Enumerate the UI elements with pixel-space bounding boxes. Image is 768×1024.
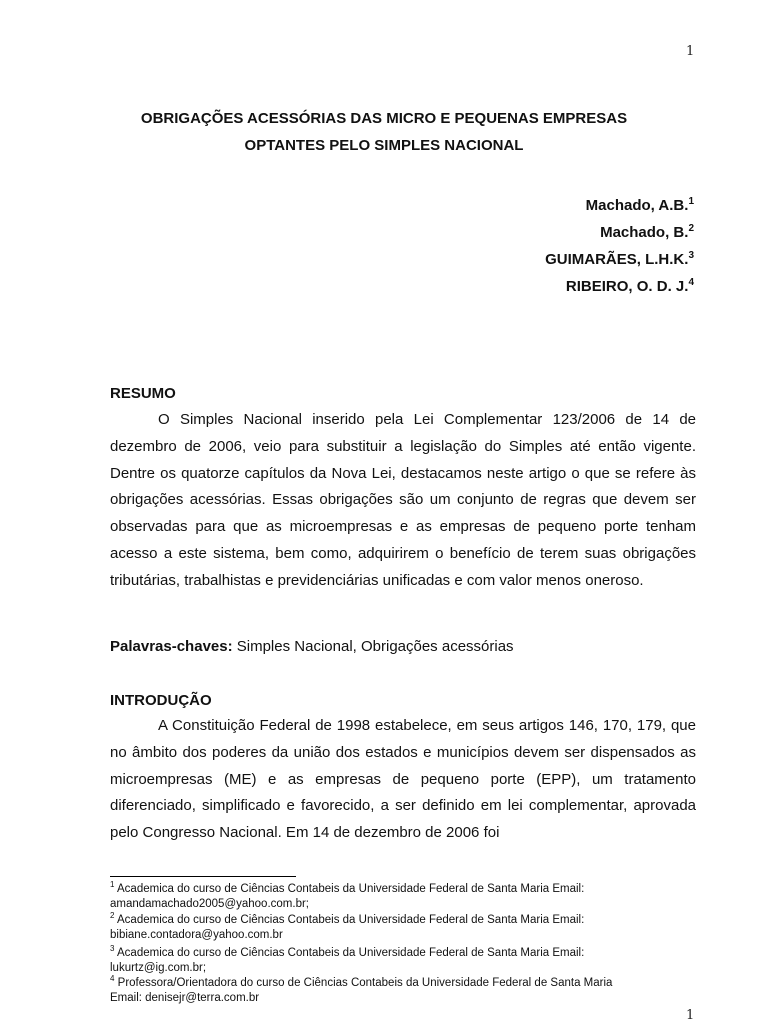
footnote-mark: 3 [688, 250, 694, 261]
title-line-2: OPTANTES PELO SIMPLES NACIONAL [244, 137, 524, 154]
footnote-mark: 1 [688, 196, 694, 207]
introducao-heading: INTRODUÇÃO [110, 692, 212, 709]
footnote-2 [110, 913, 696, 944]
footnote-text: Professora/Orientadora do curso de Ciências Contabeis da Universidade Federal de Santa Maria [114, 977, 613, 989]
page-number-top: 1 [686, 44, 695, 59]
footnote-3 [110, 946, 696, 977]
resumo-heading: RESUMO [110, 385, 176, 402]
footnote-email: amandamachado2005@yahoo.com.br; [110, 898, 309, 911]
author-name: Machado, B. [600, 224, 689, 241]
footnote-1 [110, 882, 696, 913]
footnote-email: lukurtz@ig.com.br; [110, 962, 207, 975]
resumo-paragraph [110, 407, 696, 595]
author-4 [566, 278, 694, 295]
footnote-text: Academica do curso de Ciências Contabeis da Universidade Federal de Santa Maria Email: [114, 947, 585, 959]
footnote-text: Academica do curso de Ciências Contabeis da Universidade Federal de Santa Maria Email: [114, 883, 585, 895]
page-number-bottom: 1 [686, 1008, 695, 1023]
author-name: RIBEIRO, O. D. J. [565, 278, 689, 295]
author-1 [586, 197, 694, 214]
footnote-email: bibiane.contadora@yahoo.com.br [110, 929, 283, 942]
footnote-mark: 4 [110, 974, 115, 984]
footnote-text: Academica do curso de Ciências Contabeis da Universidade Federal de Santa Maria Email: [114, 914, 585, 926]
keywords-label: Palavras-chaves: [110, 638, 233, 655]
footnote-mark: 4 [688, 277, 694, 288]
resumo-text: O Simples Nacional inserido pela Lei Complementar 123/2006 de 14 de dezembro de 2006, veio para substituir a legislação do Simples até então vigente. Dentre os quatorze capítulos da Nova Lei, destacamos neste artigo o que se refere às obrigações acessórias. Essas obrigações são um conjunto de regras que devem ser observadas para que as microempresas e as empresas de pequeno porte tenham acesso a este sistema, bem como, adquirirem o benefício de terem suas obrigações tributárias, trabalhistas e previdenciárias unificadas e com valor menos oneroso. [110, 411, 696, 589]
footnote-mark: 3 [110, 944, 115, 954]
author-name: GUIMARÃES, L.H.K. [545, 251, 689, 268]
footnote-mark: 2 [110, 911, 115, 921]
keywords [110, 638, 514, 655]
footnote-mark: 2 [688, 223, 694, 234]
footnote-separator [110, 876, 296, 877]
author-2 [600, 224, 694, 241]
author-3 [545, 251, 694, 268]
title-line-1: OBRIGAÇÕES ACESSÓRIAS DAS MICRO E PEQUENAS EMPRESAS [140, 110, 628, 127]
author-name: Machado, A.B. [585, 197, 689, 214]
footnote-mark: 1 [110, 880, 115, 890]
keywords-value: Simples Nacional, Obrigações acessórias [232, 638, 514, 655]
introducao-text: A Constituição Federal de 1998 estabelece, em seus artigos 146, 170, 179, que no âmbito dos poderes da união dos estados e municípios devem ser dispensados as microempresas (ME) e as empresas de pequeno porte (EPP), um tratamento diferenciado, simplificado e favorecido, a ser definido em lei complementar, aprovada pelo Congresso Nacional. Em 14 de dezembro de 2006 foi [110, 717, 696, 842]
introducao-paragraph [110, 713, 696, 847]
footnote-4 [110, 976, 696, 1007]
footnote-email: Email: denisejr@terra.com.br [110, 992, 260, 1005]
